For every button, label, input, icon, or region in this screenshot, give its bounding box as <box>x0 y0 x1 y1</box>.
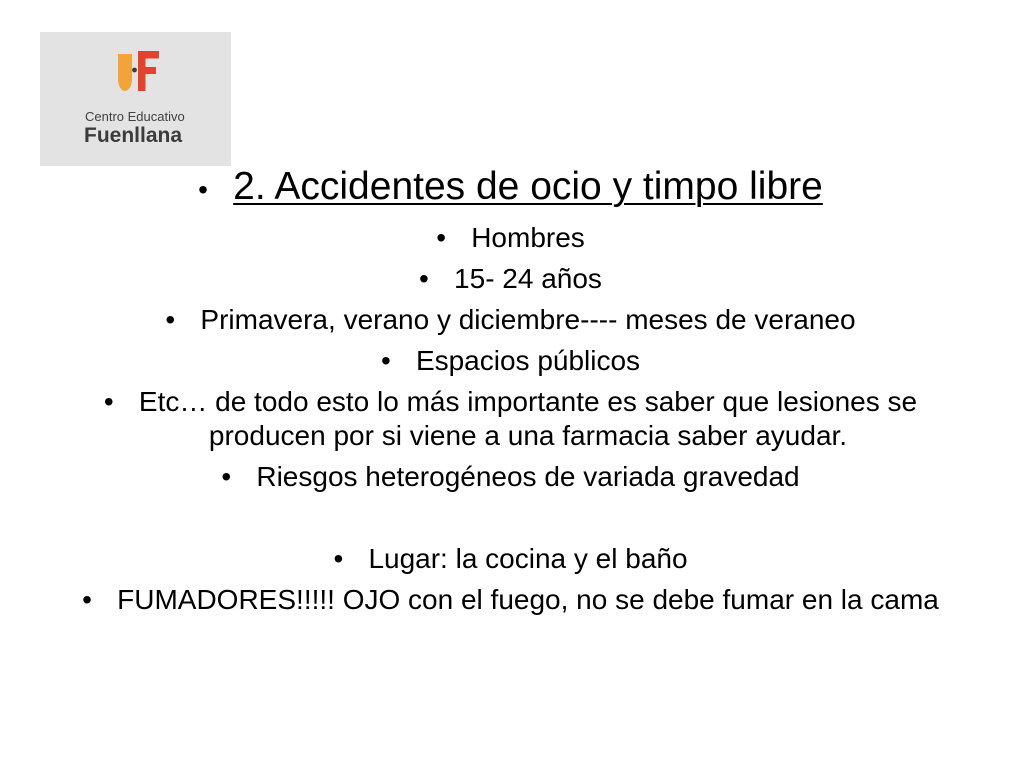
logo-red-f <box>138 51 159 91</box>
bullet-text: Riesgos heterogéneos de variada gravedad <box>256 461 800 492</box>
logo-name: Fuenllana <box>84 124 183 147</box>
bullet-item-temporada <box>108 303 948 337</box>
bullet-text: Espacios públicos <box>415 345 641 376</box>
bullet-text: Primavera, verano y diciembre---- meses de veraneo <box>200 304 856 335</box>
bullet-item-riesgos <box>108 460 948 494</box>
logo-subtitle: Centro Educativo <box>85 109 185 124</box>
bullet-item-lugar <box>108 542 948 576</box>
bullet-item-fumadores <box>108 583 948 617</box>
bullet-text: Etc… de todo esto lo más importante es saber que lesiones se producen por si viene a una farmacia saber ayudar. <box>138 386 918 451</box>
bullet-item-espacios <box>108 344 948 378</box>
school-logo <box>40 32 231 166</box>
bullet-text: Lugar: la cocina y el baño <box>368 543 688 574</box>
logo-mark-icon <box>118 51 160 93</box>
logo-orange-shape <box>118 54 132 91</box>
logo-dot <box>132 68 137 73</box>
bullet-item-hombres <box>108 221 948 255</box>
bullet-text: 15- 24 años <box>454 263 602 294</box>
bullet-item-edad <box>108 262 948 296</box>
slide-heading: 2. Accidentes de ocio y timpo libre <box>233 165 823 208</box>
heading-item <box>108 164 948 213</box>
bullet-text: FUMADORES!!!!! OJO con el fuego, no se debe fumar en la cama <box>117 584 939 615</box>
bullet-item-etc <box>108 385 948 453</box>
bullet-text: Hombres <box>471 222 585 253</box>
slide-body <box>108 164 948 617</box>
